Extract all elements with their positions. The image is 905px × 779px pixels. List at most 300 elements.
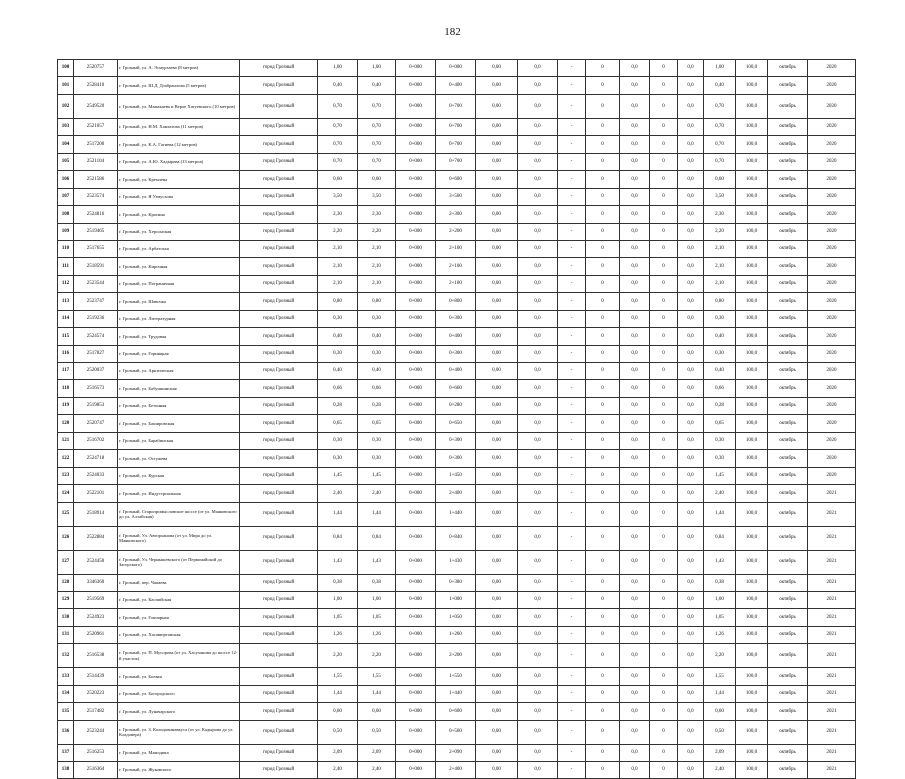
value-d-cell: 0,0: [678, 118, 704, 135]
locality-cell: город Грозный: [240, 60, 318, 77]
km-end-cell: 2+400: [436, 762, 476, 779]
length-total-cell: 2,10: [318, 275, 358, 292]
km-end-cell: 2+100: [436, 258, 476, 275]
length-total-cell: 0,30: [318, 345, 358, 362]
value-c-cell: 0,0: [620, 644, 650, 668]
row-number-cell: 123: [58, 467, 74, 484]
length-local-cell: 0,70: [358, 153, 396, 170]
row-number-cell: 122: [58, 450, 74, 467]
km-start-cell: 0+000: [396, 293, 436, 310]
km-end-cell: 0+400: [436, 363, 476, 380]
month-cell: октябрь: [768, 574, 808, 591]
value-a-cell: 0,00: [476, 502, 518, 526]
table-row: [58, 720, 856, 744]
value-e-cell: 2,10: [704, 275, 736, 292]
road-address-cell: г. Грозный, ул. А. Эсмурзаева (8 метров): [118, 60, 240, 77]
length-local-cell: 1,44: [358, 502, 396, 526]
locality-cell: город Грозный: [240, 293, 318, 310]
value-d-cell: 0,0: [678, 345, 704, 362]
row-number-cell: 110: [58, 240, 74, 257]
year-cell: 2021: [808, 574, 856, 591]
value-e-cell: 1,05: [704, 609, 736, 626]
month-cell: октябрь: [768, 171, 808, 188]
zero-b-cell: 0: [650, 293, 678, 310]
table-row: [58, 744, 856, 761]
value-b-cell: 0,0: [518, 450, 558, 467]
road-id-cell: 2519853: [74, 397, 118, 414]
table-row: [58, 240, 856, 257]
percent-cell: 100,0: [736, 685, 768, 702]
road-id-cell: 2516253: [74, 744, 118, 761]
length-local-cell: 0,30: [358, 345, 396, 362]
year-cell: 2020: [808, 363, 856, 380]
percent-cell: 100,0: [736, 720, 768, 744]
year-cell: 2020: [808, 118, 856, 135]
value-b-cell: 0,0: [518, 328, 558, 345]
zero-b-cell: 0: [650, 206, 678, 223]
km-end-cell: 0+840: [436, 526, 476, 550]
length-local-cell: 1,00: [358, 591, 396, 608]
km-start-cell: 0+000: [396, 415, 436, 432]
percent-cell: 100,0: [736, 328, 768, 345]
km-end-cell: 2+400: [436, 485, 476, 502]
value-a-cell: 0,00: [476, 609, 518, 626]
length-total-cell: 3,50: [318, 188, 358, 205]
length-total-cell: 0,70: [318, 118, 358, 135]
value-a-cell: 0,00: [476, 171, 518, 188]
month-cell: октябрь: [768, 136, 808, 153]
table-row: [58, 450, 856, 467]
road-address-cell: г. Грозный, ул. П. Мусорова (от ул. Хасуханова до шоссе 12-й участок): [118, 644, 240, 668]
road-id-cell: 3346360: [74, 574, 118, 591]
road-id-cell: 2518591: [74, 258, 118, 275]
row-number-cell: 102: [58, 94, 74, 118]
length-total-cell: 1,45: [318, 467, 358, 484]
value-b-cell: 0,0: [518, 380, 558, 397]
zero-a-cell: 0: [586, 240, 620, 257]
dash-cell-cell: -: [558, 77, 586, 94]
month-cell: октябрь: [768, 397, 808, 414]
percent-cell: 100,0: [736, 136, 768, 153]
value-b-cell: 0,0: [518, 720, 558, 744]
table-row: [58, 415, 856, 432]
locality-cell: город Грозный: [240, 432, 318, 449]
length-total-cell: 0,38: [318, 574, 358, 591]
road-address-cell: г. Грозный, ул. Пограничная: [118, 275, 240, 292]
value-b-cell: 0,0: [518, 240, 558, 257]
locality-cell: город Грозный: [240, 345, 318, 362]
zero-b-cell: 0: [650, 485, 678, 502]
value-a-cell: 0,00: [476, 363, 518, 380]
length-local-cell: 2,10: [358, 275, 396, 292]
year-cell: 2020: [808, 188, 856, 205]
row-number-cell: 100: [58, 60, 74, 77]
dash-cell-cell: -: [558, 118, 586, 135]
road-id-cell: 2549520: [74, 94, 118, 118]
value-a-cell: 0,00: [476, 450, 518, 467]
table-row: [58, 223, 856, 240]
percent-cell: 100,0: [736, 526, 768, 550]
percent-cell: 100,0: [736, 432, 768, 449]
page-number: 182: [444, 26, 461, 38]
value-c-cell: 0,0: [620, 188, 650, 205]
length-local-cell: 0,70: [358, 94, 396, 118]
value-d-cell: 0,0: [678, 310, 704, 327]
year-cell: 2020: [808, 432, 856, 449]
length-local-cell: 0,80: [358, 293, 396, 310]
km-end-cell: 0+380: [436, 574, 476, 591]
value-c-cell: 0,0: [620, 136, 650, 153]
length-local-cell: 0,66: [358, 380, 396, 397]
zero-a-cell: 0: [586, 136, 620, 153]
road-id-cell: 2520961: [74, 626, 118, 643]
dash-cell-cell: -: [558, 526, 586, 550]
percent-cell: 100,0: [736, 591, 768, 608]
zero-b-cell: 0: [650, 363, 678, 380]
zero-a-cell: 0: [586, 77, 620, 94]
percent-cell: 100,0: [736, 223, 768, 240]
locality-cell: город Грозный: [240, 188, 318, 205]
km-start-cell: 0+000: [396, 258, 436, 275]
value-c-cell: 0,0: [620, 171, 650, 188]
road-id-cell: 2519569: [74, 591, 118, 608]
value-a-cell: 0,00: [476, 136, 518, 153]
percent-cell: 100,0: [736, 744, 768, 761]
value-b-cell: 0,0: [518, 60, 558, 77]
road-address-cell: г. Грозный, ул. Барабинская: [118, 432, 240, 449]
value-e-cell: 2,20: [704, 644, 736, 668]
month-cell: октябрь: [768, 240, 808, 257]
road-address-cell: г. Грозный, ул. Трудовая: [118, 328, 240, 345]
row-number-cell: 105: [58, 153, 74, 170]
value-c-cell: 0,0: [620, 467, 650, 484]
table-row: [58, 60, 856, 77]
year-cell: 2020: [808, 397, 856, 414]
km-end-cell: 1+440: [436, 502, 476, 526]
length-local-cell: 0,30: [358, 450, 396, 467]
value-b-cell: 0,0: [518, 363, 558, 380]
table-row: [58, 153, 856, 170]
value-b-cell: 0,0: [518, 136, 558, 153]
table-row: [58, 328, 856, 345]
month-cell: октябрь: [768, 275, 808, 292]
year-cell: 2021: [808, 668, 856, 685]
road-address-cell: г. Грозный, ул. Херсонская: [118, 223, 240, 240]
value-e-cell: 0,65: [704, 415, 736, 432]
dash-cell-cell: -: [558, 609, 586, 626]
road-id-cell: 2519465: [74, 223, 118, 240]
value-c-cell: 0,0: [620, 77, 650, 94]
zero-b-cell: 0: [650, 380, 678, 397]
value-c-cell: 0,0: [620, 293, 650, 310]
zero-a-cell: 0: [586, 206, 620, 223]
value-a-cell: 0,00: [476, 591, 518, 608]
table-row: [58, 485, 856, 502]
locality-cell: город Грозный: [240, 450, 318, 467]
table-row: [58, 502, 856, 526]
table-row: [58, 609, 856, 626]
value-b-cell: 0,0: [518, 744, 558, 761]
value-b-cell: 0,0: [518, 703, 558, 720]
table-row: [58, 762, 856, 779]
value-a-cell: 0,00: [476, 293, 518, 310]
month-cell: октябрь: [768, 432, 808, 449]
km-end-cell: 0+700: [436, 136, 476, 153]
zero-b-cell: 0: [650, 703, 678, 720]
value-c-cell: 0,0: [620, 328, 650, 345]
dash-cell-cell: -: [558, 485, 586, 502]
km-end-cell: 0+600: [436, 703, 476, 720]
table-row: [58, 591, 856, 608]
zero-b-cell: 0: [650, 526, 678, 550]
value-a-cell: 0,00: [476, 153, 518, 170]
road-id-cell: 2521586: [74, 171, 118, 188]
table-row: [58, 206, 856, 223]
value-c-cell: 0,0: [620, 275, 650, 292]
km-end-cell: 2+300: [436, 206, 476, 223]
value-b-cell: 0,0: [518, 685, 558, 702]
locality-cell: город Грозный: [240, 94, 318, 118]
value-d-cell: 0,0: [678, 94, 704, 118]
km-end-cell: 2+200: [436, 223, 476, 240]
length-total-cell: 0,30: [318, 450, 358, 467]
km-end-cell: 0+300: [436, 310, 476, 327]
km-end-cell: 0+300: [436, 345, 476, 362]
value-b-cell: 0,0: [518, 432, 558, 449]
value-d-cell: 0,0: [678, 550, 704, 574]
value-c-cell: 0,0: [620, 668, 650, 685]
row-number-cell: 133: [58, 668, 74, 685]
length-total-cell: 2,40: [318, 762, 358, 779]
row-number-cell: 111: [58, 258, 74, 275]
km-start-cell: 0+000: [396, 591, 436, 608]
value-c-cell: 0,0: [620, 223, 650, 240]
road-address-cell: г. Грозный, ул. Кремлева: [118, 171, 240, 188]
value-c-cell: 0,0: [620, 485, 650, 502]
locality-cell: город Грозный: [240, 668, 318, 685]
zero-a-cell: 0: [586, 485, 620, 502]
dash-cell-cell: -: [558, 258, 586, 275]
zero-b-cell: 0: [650, 94, 678, 118]
length-local-cell: 0,84: [358, 526, 396, 550]
zero-a-cell: 0: [586, 644, 620, 668]
year-cell: 2021: [808, 744, 856, 761]
row-number-cell: 130: [58, 609, 74, 626]
km-start-cell: 0+000: [396, 668, 436, 685]
value-c-cell: 0,0: [620, 609, 650, 626]
road-address-cell: г. Грозный, Ул. Авторханова (от ул. Мира до ул. Маяковского): [118, 526, 240, 550]
km-start-cell: 0+000: [396, 223, 436, 240]
value-b-cell: 0,0: [518, 118, 558, 135]
road-id-cell: 2516364: [74, 762, 118, 779]
road-address-cell: г. Грозный, ул. Горняцкая: [118, 345, 240, 362]
road-id-cell: 2520223: [74, 685, 118, 702]
length-total-cell: 0,40: [318, 363, 358, 380]
km-start-cell: 0+000: [396, 644, 436, 668]
km-start-cell: 0+000: [396, 153, 436, 170]
length-local-cell: 0,30: [358, 432, 396, 449]
length-total-cell: 1,26: [318, 626, 358, 643]
value-e-cell: 1,45: [704, 467, 736, 484]
value-d-cell: 0,0: [678, 591, 704, 608]
table-row: [58, 188, 856, 205]
road-address-cell: г. Грозный, ул. Богородского: [118, 685, 240, 702]
road-address-cell: г. Грозный, ул. Мамодика: [118, 744, 240, 761]
km-start-cell: 0+000: [396, 720, 436, 744]
length-local-cell: 1,26: [358, 626, 396, 643]
value-c-cell: 0,0: [620, 380, 650, 397]
km-end-cell: 0+660: [436, 380, 476, 397]
month-cell: октябрь: [768, 485, 808, 502]
table-row: [58, 258, 856, 275]
row-number-cell: 118: [58, 380, 74, 397]
value-d-cell: 0,0: [678, 188, 704, 205]
value-c-cell: 0,0: [620, 415, 650, 432]
length-local-cell: 1,43: [358, 550, 396, 574]
value-c-cell: 0,0: [620, 762, 650, 779]
value-b-cell: 0,0: [518, 415, 558, 432]
road-address-cell: г. Грозный, ул. Курская: [118, 467, 240, 484]
value-e-cell: 0,30: [704, 345, 736, 362]
locality-cell: город Грозный: [240, 644, 318, 668]
value-d-cell: 0,0: [678, 703, 704, 720]
table-row: [58, 626, 856, 643]
zero-a-cell: 0: [586, 668, 620, 685]
length-total-cell: 0,28: [318, 397, 358, 414]
zero-a-cell: 0: [586, 60, 620, 77]
length-local-cell: 2,30: [358, 206, 396, 223]
length-total-cell: 0,65: [318, 415, 358, 432]
zero-b-cell: 0: [650, 153, 678, 170]
km-start-cell: 0+000: [396, 502, 436, 526]
year-cell: 2021: [808, 762, 856, 779]
row-number-cell: 112: [58, 275, 74, 292]
value-b-cell: 0,0: [518, 526, 558, 550]
zero-a-cell: 0: [586, 591, 620, 608]
month-cell: октябрь: [768, 467, 808, 484]
row-number-cell: 115: [58, 328, 74, 345]
km-start-cell: 0+000: [396, 397, 436, 414]
zero-a-cell: 0: [586, 574, 620, 591]
km-start-cell: 0+000: [396, 77, 436, 94]
year-cell: 2021: [808, 526, 856, 550]
year-cell: 2020: [808, 206, 856, 223]
value-d-cell: 0,0: [678, 363, 704, 380]
km-end-cell: 1+430: [436, 550, 476, 574]
table-row: [58, 644, 856, 668]
road-address-cell: г. Грозный, ул. Каспийская: [118, 591, 240, 608]
zero-a-cell: 0: [586, 415, 620, 432]
table-row: [58, 526, 856, 550]
value-b-cell: 0,0: [518, 258, 558, 275]
year-cell: 2020: [808, 415, 856, 432]
value-d-cell: 0,0: [678, 206, 704, 223]
percent-cell: 100,0: [736, 363, 768, 380]
km-end-cell: 1+450: [436, 467, 476, 484]
road-address-cell: г. Грозный, ул. Ш.Д. Дзабраилова (5 метров): [118, 77, 240, 94]
value-d-cell: 0,0: [678, 223, 704, 240]
row-number-cell: 137: [58, 744, 74, 761]
value-c-cell: 0,0: [620, 450, 650, 467]
dash-cell-cell: -: [558, 136, 586, 153]
km-start-cell: 0+000: [396, 94, 436, 118]
locality-cell: город Грозный: [240, 762, 318, 779]
zero-b-cell: 0: [650, 345, 678, 362]
km-start-cell: 0+000: [396, 136, 436, 153]
km-end-cell: 0+280: [436, 397, 476, 414]
zero-a-cell: 0: [586, 762, 620, 779]
length-local-cell: 0,40: [358, 77, 396, 94]
percent-cell: 100,0: [736, 762, 768, 779]
km-end-cell: 2+090: [436, 744, 476, 761]
road-address-cell: г. Грозный, ул. Я.Узмусхова: [118, 188, 240, 205]
month-cell: октябрь: [768, 223, 808, 240]
percent-cell: 100,0: [736, 188, 768, 205]
month-cell: октябрь: [768, 450, 808, 467]
row-number-cell: 113: [58, 293, 74, 310]
locality-cell: город Грозный: [240, 703, 318, 720]
value-e-cell: 0,38: [704, 574, 736, 591]
km-end-cell: 0+400: [436, 328, 476, 345]
dash-cell-cell: -: [558, 188, 586, 205]
road-address-cell: г. Грозный, ул. Остужева: [118, 450, 240, 467]
road-address-cell: г. Грозный, ул. Индустриальная: [118, 485, 240, 502]
zero-b-cell: 0: [650, 171, 678, 188]
value-c-cell: 0,0: [620, 60, 650, 77]
zero-b-cell: 0: [650, 467, 678, 484]
length-total-cell: 0,70: [318, 94, 358, 118]
row-number-cell: 125: [58, 502, 74, 526]
value-b-cell: 0,0: [518, 275, 558, 292]
row-number-cell: 107: [58, 188, 74, 205]
month-cell: октябрь: [768, 720, 808, 744]
zero-a-cell: 0: [586, 118, 620, 135]
road-id-cell: 2520757: [74, 60, 118, 77]
zero-b-cell: 0: [650, 609, 678, 626]
zero-a-cell: 0: [586, 328, 620, 345]
value-d-cell: 0,0: [678, 275, 704, 292]
value-a-cell: 0,00: [476, 206, 518, 223]
value-a-cell: 0,00: [476, 720, 518, 744]
value-d-cell: 0,0: [678, 328, 704, 345]
locality-cell: город Грозный: [240, 526, 318, 550]
value-a-cell: 0,00: [476, 380, 518, 397]
month-cell: октябрь: [768, 206, 808, 223]
row-number-cell: 114: [58, 310, 74, 327]
value-c-cell: 0,0: [620, 626, 650, 643]
month-cell: октябрь: [768, 380, 808, 397]
zero-a-cell: 0: [586, 94, 620, 118]
locality-cell: город Грозный: [240, 415, 318, 432]
dash-cell-cell: -: [558, 762, 586, 779]
road-address-cell: г. Грозный, ул. Арктическая: [118, 363, 240, 380]
table-row: [58, 432, 856, 449]
km-end-cell: 0+400: [436, 77, 476, 94]
zero-b-cell: 0: [650, 397, 678, 414]
value-c-cell: 0,0: [620, 153, 650, 170]
value-c-cell: 0,0: [620, 258, 650, 275]
road-id-cell: 2516538: [74, 644, 118, 668]
locality-cell: город Грозный: [240, 626, 318, 643]
road-id-cell: 2524574: [74, 328, 118, 345]
length-total-cell: 0,66: [318, 380, 358, 397]
percent-cell: 100,0: [736, 467, 768, 484]
km-end-cell: 2+200: [436, 644, 476, 668]
locality-cell: город Грозный: [240, 550, 318, 574]
km-start-cell: 0+000: [396, 345, 436, 362]
road-address-cell: г. Грозный, ул. Бабушкинская: [118, 380, 240, 397]
road-address-cell: г. Грозный, ул. Кирочная: [118, 258, 240, 275]
